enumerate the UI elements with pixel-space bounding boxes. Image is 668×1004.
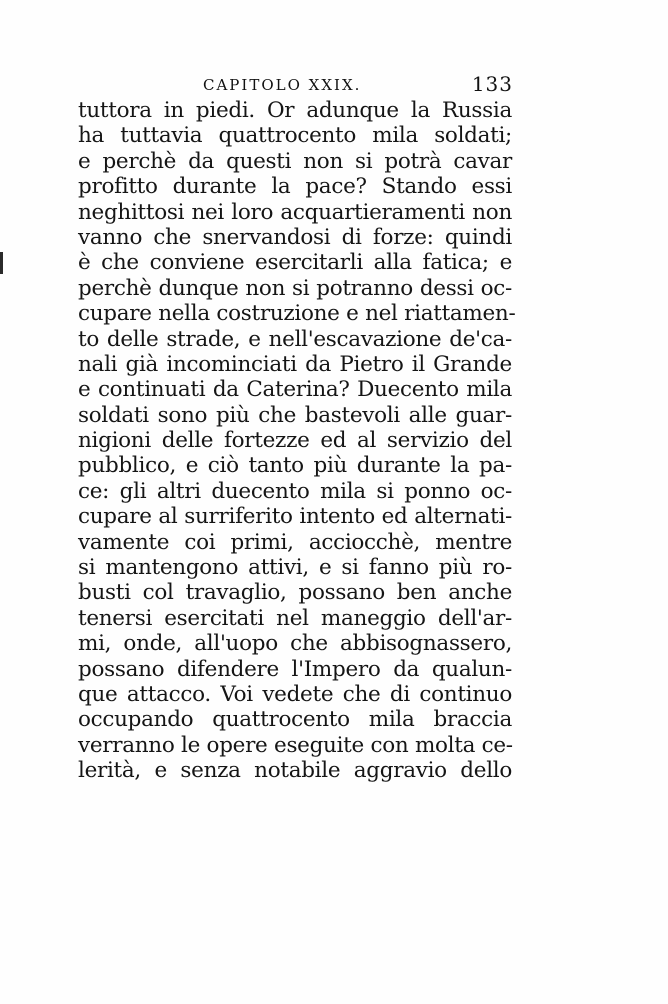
- text-line: cupare nella costruzione e nel riattamen-: [78, 301, 516, 327]
- page-edge-mark: [0, 252, 3, 274]
- body-text: [78, 98, 516, 784]
- text-line: pubblico, e ciò tanto più durante la pa-: [78, 453, 512, 479]
- text-line: si mantengono attivi, e si fanno più ro-: [78, 555, 512, 581]
- text-line: busti col travaglio, possano ben anche: [78, 580, 512, 606]
- text-line: mi, onde, all'uopo che abbisognassero,: [78, 631, 512, 657]
- page-header: [203, 72, 513, 98]
- text-line: to delle strade, e nell'escavazione de'ca-: [78, 326, 512, 352]
- text-line: vanno che snervandosi di forze: quindi: [78, 224, 512, 250]
- text-line: perchè dunque non si potranno dessi oc-: [78, 275, 512, 301]
- text-line: e perchè da questi non si potrà cavar: [78, 148, 512, 174]
- text-line: verranno le opere eseguite con molta ce-: [78, 732, 513, 758]
- text-line: e continuati da Caterina? Duecento mila: [78, 377, 512, 403]
- text-line: occupando quattrocento mila braccia: [78, 707, 512, 733]
- text-line: cupare al surriferito intento ed alternati-: [78, 504, 512, 530]
- text-line: lerità, e senza notabile aggravio dello: [78, 758, 512, 784]
- text-line: possano difendere l'Impero da qualun-: [78, 656, 512, 682]
- text-line: soldati sono più che bastevoli alle guar-: [78, 402, 512, 428]
- text-line: ha tuttavia quattrocento mila soldati;: [78, 123, 512, 149]
- text-line: tenersi esercitati nel maneggio dell'ar-: [78, 605, 512, 631]
- running-title: CAPITOLO XXIX.: [203, 76, 362, 94]
- text-line: tuttora in piedi. Or adunque la Russia: [78, 98, 512, 123]
- text-line: è che conviene esercitarli alla fatica; e: [78, 250, 512, 276]
- text-line: ce: gli altri duecento mila si ponno oc-: [78, 478, 512, 504]
- text-line: neghittosi nei loro acquartieramenti non: [78, 199, 512, 225]
- text-line: que attacco. Voi vedete che di continuo: [78, 681, 512, 707]
- page-number: 133: [471, 72, 513, 96]
- text-line: vamente coi primi, acciocchè, mentre: [78, 529, 512, 555]
- text-line: profitto durante la pace? Stando essi: [78, 174, 512, 200]
- text-line: nali già incominciati da Pietro il Grande: [78, 351, 512, 377]
- text-line: nigioni delle fortezze ed al servizio del: [78, 428, 512, 454]
